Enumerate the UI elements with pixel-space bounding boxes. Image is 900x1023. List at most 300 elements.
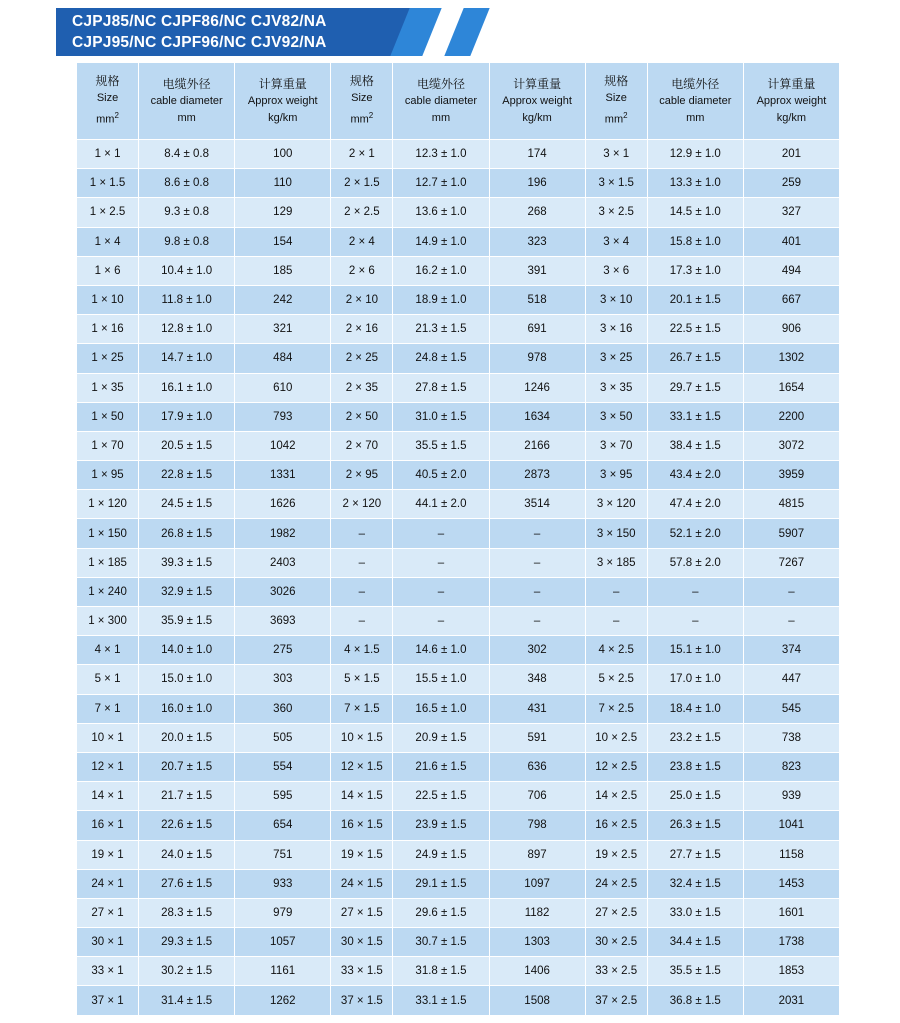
header-weight-1-en: Approx weight	[247, 94, 318, 107]
cell-size-g3: 3 × 25	[585, 344, 647, 373]
header-size-3-en: Size	[605, 92, 627, 105]
table-row	[77, 577, 840, 606]
cell-diameter-g2: 44.1 ± 2.0	[393, 490, 489, 519]
cell-size-g1: 1 × 50	[77, 402, 139, 431]
cell-size-g1: 1 × 25	[77, 344, 139, 373]
table-row	[77, 723, 840, 752]
cell-diameter-g2: 24.9 ± 1.5	[393, 840, 489, 869]
cell-size-g1: 16 × 1	[77, 811, 139, 840]
table-row	[77, 840, 840, 869]
cell-diameter-g3: 35.5 ± 1.5	[647, 957, 743, 986]
cell-weight-g2: 1406	[489, 957, 585, 986]
cell-diameter-g3: 36.8 ± 1.5	[647, 986, 743, 1015]
cell-size-g3: 30 × 2.5	[585, 928, 647, 957]
cell-size-g2: 2 × 4	[331, 227, 393, 256]
cell-size-g3: 3 × 16	[585, 315, 647, 344]
header-weight-2-cn: 计算重量	[513, 76, 562, 91]
cell-diameter-g1: 28.3 ± 1.5	[139, 898, 235, 927]
cell-size-g1: 19 × 1	[77, 840, 139, 869]
cell-weight-g3: 401	[743, 227, 839, 256]
cell-size-g2: 30 × 1.5	[331, 928, 393, 957]
cell-weight-g1: 505	[235, 723, 331, 752]
header-weight-1-cn: 计算重量	[258, 76, 307, 91]
cell-weight-g3: 1041	[743, 811, 839, 840]
cell-weight-g3: –	[743, 607, 839, 636]
cell-weight-g3: 1738	[743, 928, 839, 957]
cell-weight-g1: 360	[235, 694, 331, 723]
cell-weight-g3: 3072	[743, 431, 839, 460]
header-size-3-unit: $mm^2$	[604, 111, 628, 126]
cell-weight-g1: 2403	[235, 548, 331, 577]
cell-weight-g3: 201	[743, 140, 839, 169]
cell-size-g1: 30 × 1	[77, 928, 139, 957]
cell-size-g3: –	[585, 607, 647, 636]
header-weight-3	[743, 63, 839, 140]
cell-diameter-g2: 15.5 ± 1.0	[393, 665, 489, 694]
cell-diameter-g1: 16.1 ± 1.0	[139, 373, 235, 402]
cell-size-g3: –	[585, 577, 647, 606]
cell-size-g2: 14 × 1.5	[331, 782, 393, 811]
header-diameter-1-unit: mm	[177, 111, 196, 124]
cell-weight-g1: 275	[235, 636, 331, 665]
cell-size-g1: 1 × 95	[77, 461, 139, 490]
header-diameter-3	[647, 63, 743, 140]
cell-weight-g3: –	[743, 577, 839, 606]
cell-size-g2: 2 × 50	[331, 402, 393, 431]
cell-diameter-g1: 15.0 ± 1.0	[139, 665, 235, 694]
cell-weight-g1: 1262	[235, 986, 331, 1015]
header-size-1-unit: $mm^2$	[96, 111, 119, 126]
cell-diameter-g3: 22.5 ± 1.5	[647, 315, 743, 344]
cell-size-g3: 3 × 150	[585, 519, 647, 548]
header-size-1-en: Size	[96, 92, 119, 105]
cell-weight-g2: 636	[489, 752, 585, 781]
cell-diameter-g2: –	[393, 548, 489, 577]
cell-weight-g1: 129	[235, 198, 331, 227]
table-header-row	[77, 63, 840, 140]
table-row	[77, 548, 840, 577]
cell-weight-g3: 667	[743, 285, 839, 314]
cell-diameter-g2: 35.5 ± 1.5	[393, 431, 489, 460]
cell-size-g1: 1 × 70	[77, 431, 139, 460]
cell-weight-g1: 3026	[235, 577, 331, 606]
cell-size-g3: 4 × 2.5	[585, 636, 647, 665]
cell-size-g2: 2 × 16	[331, 315, 393, 344]
cell-diameter-g3: 15.8 ± 1.0	[647, 227, 743, 256]
header-diameter-1-cn: 电缆外径	[162, 76, 211, 91]
cell-diameter-g2: 12.3 ± 1.0	[393, 140, 489, 169]
cell-diameter-g3: –	[647, 577, 743, 606]
cell-diameter-g1: 24.0 ± 1.5	[139, 840, 235, 869]
cell-diameter-g1: 14.7 ± 1.0	[139, 344, 235, 373]
cell-size-g2: 19 × 1.5	[331, 840, 393, 869]
cell-weight-g2: 196	[489, 169, 585, 198]
cell-diameter-g3: 17.0 ± 1.0	[647, 665, 743, 694]
header-size-2-cn: 规格	[349, 74, 374, 89]
cell-size-g2: 2 × 6	[331, 256, 393, 285]
cell-diameter-g2: 21.3 ± 1.5	[393, 315, 489, 344]
cell-diameter-g2: –	[393, 577, 489, 606]
cell-size-g2: 2 × 25	[331, 344, 393, 373]
table-row	[77, 256, 840, 285]
table-row	[77, 373, 840, 402]
cell-size-g2: 2 × 70	[331, 431, 393, 460]
cell-size-g1: 37 × 1	[77, 986, 139, 1015]
cell-diameter-g2: –	[393, 519, 489, 548]
header-size-3-cn: 规格	[604, 74, 629, 89]
cell-weight-g2: 302	[489, 636, 585, 665]
cell-diameter-g3: 23.2 ± 1.5	[647, 723, 743, 752]
cell-size-g1: 1 × 35	[77, 373, 139, 402]
cell-diameter-g1: 20.7 ± 1.5	[139, 752, 235, 781]
cell-size-g3: 3 × 1.5	[585, 169, 647, 198]
cell-size-g2: 2 × 1	[331, 140, 393, 169]
table-body	[77, 140, 840, 1016]
cell-weight-g3: 906	[743, 315, 839, 344]
cell-diameter-g3: 27.7 ± 1.5	[647, 840, 743, 869]
table-row	[77, 957, 840, 986]
cell-weight-g2: 1634	[489, 402, 585, 431]
cell-size-g1: 1 × 10	[77, 285, 139, 314]
cell-weight-g3: 939	[743, 782, 839, 811]
cell-weight-g1: 110	[235, 169, 331, 198]
table-row	[77, 869, 840, 898]
cell-weight-g2: 268	[489, 198, 585, 227]
cell-diameter-g2: 22.5 ± 1.5	[393, 782, 489, 811]
cell-diameter-g2: 12.7 ± 1.0	[393, 169, 489, 198]
cell-size-g2: 7 × 1.5	[331, 694, 393, 723]
cell-weight-g2: 518	[489, 285, 585, 314]
header-size-2-unit: $mm^2$	[350, 111, 374, 126]
cell-size-g2: 24 × 1.5	[331, 869, 393, 898]
cell-weight-g2: 691	[489, 315, 585, 344]
cell-diameter-g1: 8.6 ± 0.8	[139, 169, 235, 198]
cell-weight-g2: –	[489, 519, 585, 548]
cell-weight-g1: 484	[235, 344, 331, 373]
cell-size-g3: 3 × 35	[585, 373, 647, 402]
cell-weight-g3: 374	[743, 636, 839, 665]
table-row	[77, 461, 840, 490]
table-row	[77, 782, 840, 811]
cell-weight-g2: 391	[489, 256, 585, 285]
cell-weight-g2: 348	[489, 665, 585, 694]
cell-diameter-g1: 31.4 ± 1.5	[139, 986, 235, 1015]
cell-diameter-g1: 29.3 ± 1.5	[139, 928, 235, 957]
cell-size-g2: 4 × 1.5	[331, 636, 393, 665]
spec-table-wrapper	[0, 62, 900, 1016]
cell-diameter-g2: 31.8 ± 1.5	[393, 957, 489, 986]
cell-size-g3: 3 × 185	[585, 548, 647, 577]
table-row	[77, 665, 840, 694]
cell-weight-g1: 185	[235, 256, 331, 285]
cell-size-g2: 2 × 120	[331, 490, 393, 519]
cell-weight-g3: 1853	[743, 957, 839, 986]
cell-diameter-g1: 14.0 ± 1.0	[139, 636, 235, 665]
cell-weight-g3: 1453	[743, 869, 839, 898]
cell-diameter-g3: 43.4 ± 2.0	[647, 461, 743, 490]
cell-weight-g1: 554	[235, 752, 331, 781]
cell-weight-g1: 154	[235, 227, 331, 256]
spec-sheet-page	[0, 8, 900, 1016]
cell-diameter-g2: 18.9 ± 1.0	[393, 285, 489, 314]
cell-size-g2: –	[331, 548, 393, 577]
cell-diameter-g3: 12.9 ± 1.0	[647, 140, 743, 169]
cell-weight-g1: 1626	[235, 490, 331, 519]
header-diameter-2-cn: 电缆外径	[416, 76, 465, 91]
cell-diameter-g3: 17.3 ± 1.0	[647, 256, 743, 285]
header-diameter-1	[139, 63, 235, 140]
cell-weight-g2: 323	[489, 227, 585, 256]
cell-size-g3: 3 × 70	[585, 431, 647, 460]
header-weight-1	[235, 63, 331, 140]
cell-size-g2: 2 × 10	[331, 285, 393, 314]
cell-weight-g1: 751	[235, 840, 331, 869]
cell-diameter-g2: 16.5 ± 1.0	[393, 694, 489, 723]
cell-size-g2: –	[331, 577, 393, 606]
table-row	[77, 811, 840, 840]
cell-size-g1: 1 × 2.5	[77, 198, 139, 227]
cell-diameter-g3: 34.4 ± 1.5	[647, 928, 743, 957]
cell-weight-g3: 2200	[743, 402, 839, 431]
cell-weight-g2: 798	[489, 811, 585, 840]
cell-diameter-g1: 11.8 ± 1.0	[139, 285, 235, 314]
cell-size-g2: 16 × 1.5	[331, 811, 393, 840]
header-weight-3-cn: 计算重量	[767, 76, 816, 91]
cell-weight-g3: 494	[743, 256, 839, 285]
header-size-2-en: Size	[351, 92, 373, 105]
cell-diameter-g1: 8.4 ± 0.8	[139, 140, 235, 169]
cell-weight-g1: 933	[235, 869, 331, 898]
cell-weight-g3: 327	[743, 198, 839, 227]
cell-weight-g3: 1601	[743, 898, 839, 927]
table-row	[77, 140, 840, 169]
cell-diameter-g3: 33.1 ± 1.5	[647, 402, 743, 431]
cell-weight-g2: 897	[489, 840, 585, 869]
cell-diameter-g3: 14.5 ± 1.0	[647, 198, 743, 227]
cell-diameter-g3: 52.1 ± 2.0	[647, 519, 743, 548]
title-banner	[0, 8, 900, 56]
cell-size-g2: 37 × 1.5	[331, 986, 393, 1015]
cell-weight-g1: 100	[235, 140, 331, 169]
cell-size-g1: 1 × 4	[77, 227, 139, 256]
header-diameter-3-unit: mm	[686, 111, 705, 124]
table-row	[77, 752, 840, 781]
cell-diameter-g3: 32.4 ± 1.5	[647, 869, 743, 898]
cell-weight-g2: 431	[489, 694, 585, 723]
cell-weight-g3: 1158	[743, 840, 839, 869]
header-diameter-2	[393, 63, 489, 140]
table-row	[77, 986, 840, 1015]
table-row	[77, 227, 840, 256]
cell-size-g2: 2 × 95	[331, 461, 393, 490]
table-row	[77, 898, 840, 927]
cell-weight-g3: 3959	[743, 461, 839, 490]
header-weight-2-en: Approx weight	[502, 94, 572, 107]
cell-diameter-g3: –	[647, 607, 743, 636]
cell-diameter-g2: 13.6 ± 1.0	[393, 198, 489, 227]
cell-diameter-g1: 39.3 ± 1.5	[139, 548, 235, 577]
cell-weight-g3: 5907	[743, 519, 839, 548]
cell-diameter-g2: 14.9 ± 1.0	[393, 227, 489, 256]
header-size-2	[331, 63, 393, 140]
cell-size-g1: 1 × 6	[77, 256, 139, 285]
cell-weight-g1: 242	[235, 285, 331, 314]
header-weight-1-unit: kg/km	[268, 111, 298, 124]
banner-title-line1: CJPJ85/NC CJPF86/NC CJV82/NA	[72, 13, 327, 30]
cell-weight-g2: –	[489, 607, 585, 636]
cell-diameter-g2: –	[393, 607, 489, 636]
header-size-3	[585, 63, 647, 140]
cell-size-g3: 24 × 2.5	[585, 869, 647, 898]
cell-weight-g2: 1097	[489, 869, 585, 898]
cell-size-g1: 1 × 185	[77, 548, 139, 577]
cell-size-g3: 19 × 2.5	[585, 840, 647, 869]
header-weight-3-en: Approx weight	[756, 94, 827, 107]
cell-weight-g3: 7267	[743, 548, 839, 577]
cell-diameter-g1: 9.8 ± 0.8	[139, 227, 235, 256]
cell-size-g2: 2 × 35	[331, 373, 393, 402]
cell-weight-g2: 1303	[489, 928, 585, 957]
cell-size-g2: 10 × 1.5	[331, 723, 393, 752]
cell-diameter-g1: 26.8 ± 1.5	[139, 519, 235, 548]
cell-diameter-g2: 27.8 ± 1.5	[393, 373, 489, 402]
cell-weight-g3: 1302	[743, 344, 839, 373]
cell-size-g3: 12 × 2.5	[585, 752, 647, 781]
cell-weight-g3: 2031	[743, 986, 839, 1015]
cell-diameter-g2: 20.9 ± 1.5	[393, 723, 489, 752]
cell-weight-g1: 1042	[235, 431, 331, 460]
cell-weight-g3: 823	[743, 752, 839, 781]
header-diameter-2-unit: mm	[431, 111, 451, 124]
cell-weight-g1: 654	[235, 811, 331, 840]
header-weight-2-unit: kg/km	[522, 111, 552, 124]
cell-diameter-g3: 13.3 ± 1.0	[647, 169, 743, 198]
cell-diameter-g1: 30.2 ± 1.5	[139, 957, 235, 986]
header-weight-3-unit: kg/km	[776, 111, 807, 124]
cell-diameter-g2: 29.6 ± 1.5	[393, 898, 489, 927]
cell-weight-g1: 1982	[235, 519, 331, 548]
cell-size-g1: 14 × 1	[77, 782, 139, 811]
cell-weight-g1: 610	[235, 373, 331, 402]
cell-size-g1: 10 × 1	[77, 723, 139, 752]
table-row	[77, 402, 840, 431]
cell-weight-g2: 2873	[489, 461, 585, 490]
cell-size-g1: 4 × 1	[77, 636, 139, 665]
cell-weight-g1: 979	[235, 898, 331, 927]
cell-diameter-g2: 24.8 ± 1.5	[393, 344, 489, 373]
cell-weight-g1: 1331	[235, 461, 331, 490]
cell-size-g2: 27 × 1.5	[331, 898, 393, 927]
cell-size-g1: 24 × 1	[77, 869, 139, 898]
cell-size-g2: 12 × 1.5	[331, 752, 393, 781]
cell-weight-g1: 321	[235, 315, 331, 344]
table-row	[77, 636, 840, 665]
cell-size-g3: 3 × 95	[585, 461, 647, 490]
cell-weight-g2: 1182	[489, 898, 585, 927]
cell-weight-g2: 591	[489, 723, 585, 752]
table-row	[77, 928, 840, 957]
cell-size-g3: 3 × 1	[585, 140, 647, 169]
header-weight-2	[489, 63, 585, 140]
cell-size-g2: 5 × 1.5	[331, 665, 393, 694]
table-row	[77, 490, 840, 519]
cell-diameter-g3: 23.8 ± 1.5	[647, 752, 743, 781]
table-row	[77, 519, 840, 548]
cell-size-g3: 37 × 2.5	[585, 986, 647, 1015]
cell-size-g2: –	[331, 607, 393, 636]
cell-size-g3: 7 × 2.5	[585, 694, 647, 723]
cell-weight-g2: 174	[489, 140, 585, 169]
cell-weight-g1: 1161	[235, 957, 331, 986]
table-row	[77, 344, 840, 373]
cell-diameter-g3: 25.0 ± 1.5	[647, 782, 743, 811]
cell-size-g3: 3 × 4	[585, 227, 647, 256]
cell-weight-g2: –	[489, 548, 585, 577]
header-size-1	[77, 63, 139, 140]
cell-size-g1: 1 × 120	[77, 490, 139, 519]
cell-size-g3: 3 × 6	[585, 256, 647, 285]
cell-size-g3: 3 × 50	[585, 402, 647, 431]
cell-size-g2: 2 × 2.5	[331, 198, 393, 227]
cell-diameter-g1: 20.0 ± 1.5	[139, 723, 235, 752]
header-diameter-3-cn: 电缆外径	[671, 76, 720, 91]
cell-size-g3: 27 × 2.5	[585, 898, 647, 927]
cell-size-g2: –	[331, 519, 393, 548]
cell-diameter-g1: 22.8 ± 1.5	[139, 461, 235, 490]
cell-diameter-g1: 24.5 ± 1.5	[139, 490, 235, 519]
cell-weight-g2: 2166	[489, 431, 585, 460]
cell-size-g3: 3 × 2.5	[585, 198, 647, 227]
cell-diameter-g1: 9.3 ± 0.8	[139, 198, 235, 227]
cell-size-g3: 3 × 120	[585, 490, 647, 519]
cell-diameter-g1: 21.7 ± 1.5	[139, 782, 235, 811]
cell-weight-g2: 706	[489, 782, 585, 811]
cell-weight-g2: 1508	[489, 986, 585, 1015]
header-diameter-1-en: cable diameter	[150, 94, 223, 107]
cell-weight-g1: 1057	[235, 928, 331, 957]
cell-size-g1: 27 × 1	[77, 898, 139, 927]
table-row	[77, 285, 840, 314]
cell-weight-g2: –	[489, 577, 585, 606]
table-row	[77, 694, 840, 723]
cell-size-g1: 7 × 1	[77, 694, 139, 723]
cell-size-g1: 1 × 300	[77, 607, 139, 636]
cell-diameter-g2: 23.9 ± 1.5	[393, 811, 489, 840]
table-row	[77, 431, 840, 460]
cell-diameter-g2: 14.6 ± 1.0	[393, 636, 489, 665]
cell-size-g1: 1 × 16	[77, 315, 139, 344]
cell-diameter-g3: 33.0 ± 1.5	[647, 898, 743, 927]
header-diameter-3-en: cable diameter	[659, 94, 732, 107]
table-head	[77, 63, 840, 140]
cell-diameter-g3: 20.1 ± 1.5	[647, 285, 743, 314]
cell-weight-g1: 303	[235, 665, 331, 694]
cable-spec-table	[76, 62, 840, 1016]
cell-size-g3: 14 × 2.5	[585, 782, 647, 811]
banner-title	[72, 11, 327, 53]
cell-diameter-g2: 29.1 ± 1.5	[393, 869, 489, 898]
cell-diameter-g3: 47.4 ± 2.0	[647, 490, 743, 519]
cell-weight-g3: 1654	[743, 373, 839, 402]
cell-weight-g2: 3514	[489, 490, 585, 519]
cell-diameter-g3: 26.7 ± 1.5	[647, 344, 743, 373]
cell-diameter-g3: 57.8 ± 2.0	[647, 548, 743, 577]
cell-weight-g1: 595	[235, 782, 331, 811]
cell-size-g3: 33 × 2.5	[585, 957, 647, 986]
cell-diameter-g1: 17.9 ± 1.0	[139, 402, 235, 431]
cell-weight-g1: 3693	[235, 607, 331, 636]
cell-size-g2: 2 × 1.5	[331, 169, 393, 198]
